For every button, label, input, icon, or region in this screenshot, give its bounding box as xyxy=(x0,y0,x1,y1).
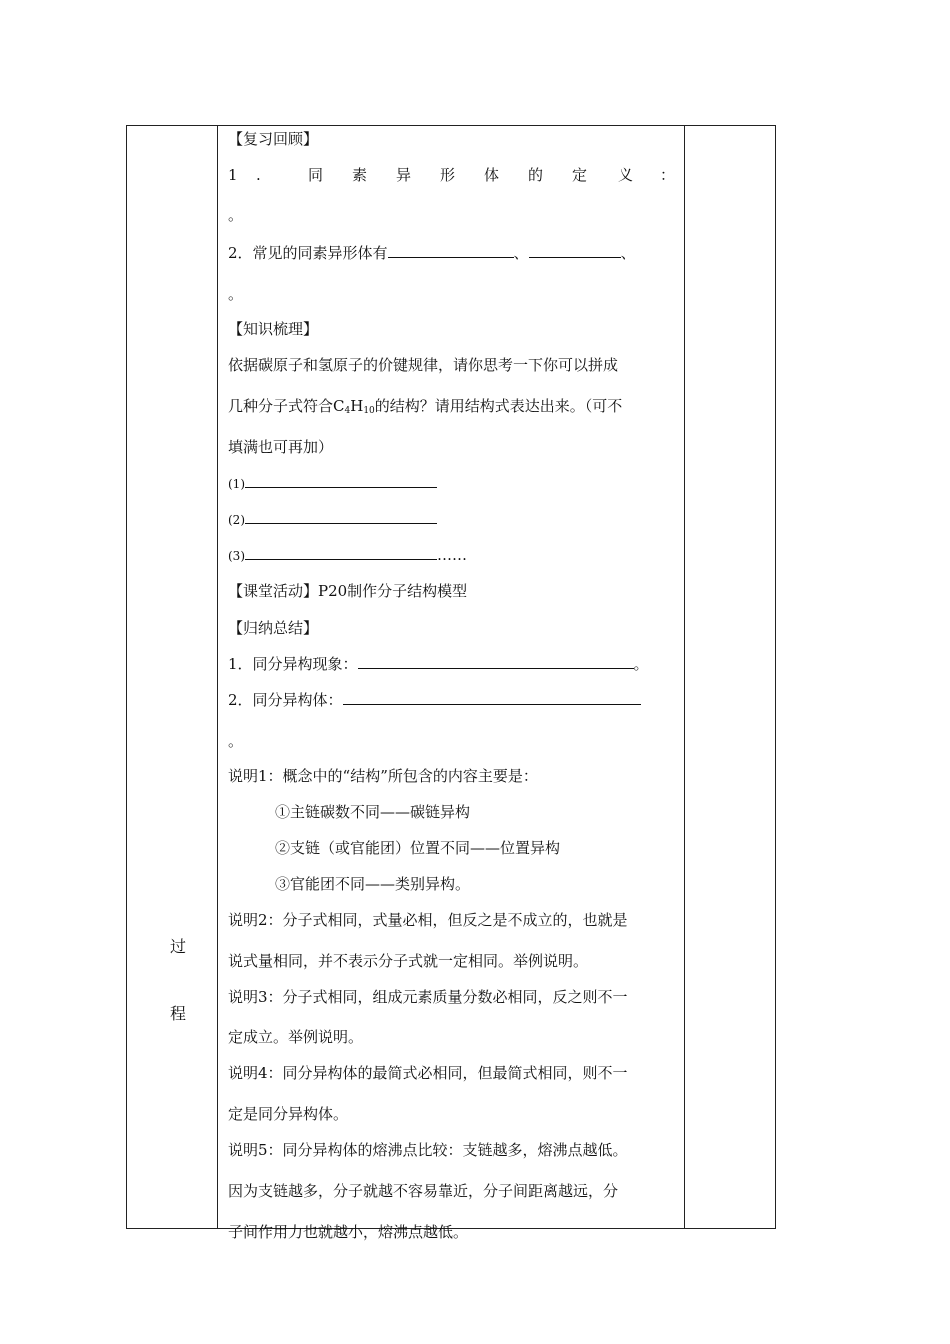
summary-item-2 xyxy=(228,690,641,710)
column-divider-left xyxy=(217,125,218,1229)
note-5-line-1: 说明5：同分异构体的熔沸点比较：支链越多，熔沸点越低。 xyxy=(228,1141,628,1159)
q1-char: . xyxy=(256,166,261,184)
q1-char: 异 xyxy=(396,166,412,184)
knowledge-paragraph-2 xyxy=(228,396,622,421)
p2-part: 几种分子式符合C xyxy=(228,397,345,415)
q1-char: 素 xyxy=(352,166,368,184)
q1-char: ： xyxy=(660,166,676,184)
review-question-1-end: 。 xyxy=(228,206,244,224)
note-3-line-1: 说明3：分子式相同，组成元素质量分数必相同，反之则不一 xyxy=(228,988,628,1006)
q1-char: 形 xyxy=(440,166,456,184)
review-question-2 xyxy=(228,243,636,263)
note-2-line-2: 说式量相同，并不表示分子式就一定相同。举例说明。 xyxy=(228,952,589,970)
summary-item-2-end: 。 xyxy=(228,732,244,750)
note-1-item-a: ①主链碳数不同——碳链异构 xyxy=(275,803,471,821)
p2-part: 的结构？请用结构式表达出来。（可不 xyxy=(374,397,623,415)
note-1-item-b: ②支链（或官能团）位置不同——位置异构 xyxy=(275,839,561,857)
structure-item-3 xyxy=(228,545,467,566)
item-number: (2) xyxy=(228,513,245,527)
answer-blank[interactable] xyxy=(245,473,437,488)
answer-blank[interactable] xyxy=(388,243,514,258)
summary-item-1 xyxy=(228,654,649,674)
formula-subscript: 10 xyxy=(363,406,375,416)
answer-blank[interactable] xyxy=(245,545,437,560)
q2-separator: 、 xyxy=(513,244,529,262)
q1-char: 1 xyxy=(228,166,238,184)
item-number: (1) xyxy=(228,477,245,491)
summary-label: 1．同分异构现象： xyxy=(228,655,358,673)
q1-char: 同 xyxy=(308,166,324,184)
note-5-line-3: 子间作用力也就越小，熔沸点越低。 xyxy=(228,1223,469,1241)
knowledge-paragraph-1: 依据碳原子和氢原子的价键规律，请你思考一下你可以拼成 xyxy=(228,356,619,374)
summary-label: 2．同分异构体： xyxy=(228,691,343,709)
structure-item-2 xyxy=(228,509,437,530)
column-divider-right xyxy=(684,125,685,1229)
note-3-line-2: 定成立。举例说明。 xyxy=(228,1028,364,1046)
note-4-line-2: 定是同分异构体。 xyxy=(228,1105,349,1123)
summary-heading: 【归纳总结】 xyxy=(228,619,319,637)
summary-end: 。 xyxy=(633,655,649,673)
structure-item-1 xyxy=(228,473,437,494)
review-question-2-end: 。 xyxy=(228,285,244,303)
review-heading: 【复习回顾】 xyxy=(228,130,319,148)
q1-char: 体 xyxy=(484,166,500,184)
note-1: 说明1：概念中的“结构”所包含的内容主要是： xyxy=(228,767,538,785)
knowledge-paragraph-3: 填满也可再加） xyxy=(228,438,334,456)
note-4-line-1: 说明4：同分异构体的最简式必相同，但最简式相同，则不一 xyxy=(228,1064,628,1082)
item-number: (3) xyxy=(228,549,245,563)
side-label-char-2: 程 xyxy=(169,1004,186,1023)
side-label-char-1: 过 xyxy=(169,937,186,956)
note-2-line-1: 说明2：分子式相同，式量必相，但反之是不成立的，也就是 xyxy=(228,911,628,929)
answer-blank[interactable] xyxy=(529,243,621,258)
note-5-line-2: 因为支链越多，分子就越不容易靠近，分子间距离越远，分 xyxy=(228,1182,619,1200)
answer-blank[interactable] xyxy=(343,690,641,705)
q1-char: 义 xyxy=(618,166,634,184)
q1-char: 的 xyxy=(528,166,544,184)
p2-part: H xyxy=(350,397,364,415)
q2-text: 2．常见的同素异形体有 xyxy=(228,244,388,262)
formula-subscript: 4 xyxy=(344,406,351,416)
answer-blank[interactable] xyxy=(245,509,437,524)
ellipsis: …… xyxy=(437,546,467,564)
knowledge-heading: 【知识梳理】 xyxy=(228,320,319,338)
activity-line: 【课堂活动】P20制作分子结构模型 xyxy=(228,582,468,600)
q1-char: 定 xyxy=(572,166,588,184)
q2-separator: 、 xyxy=(620,244,636,262)
note-1-item-c: ③官能团不同——类别异构。 xyxy=(275,875,471,893)
answer-blank[interactable] xyxy=(358,654,634,669)
